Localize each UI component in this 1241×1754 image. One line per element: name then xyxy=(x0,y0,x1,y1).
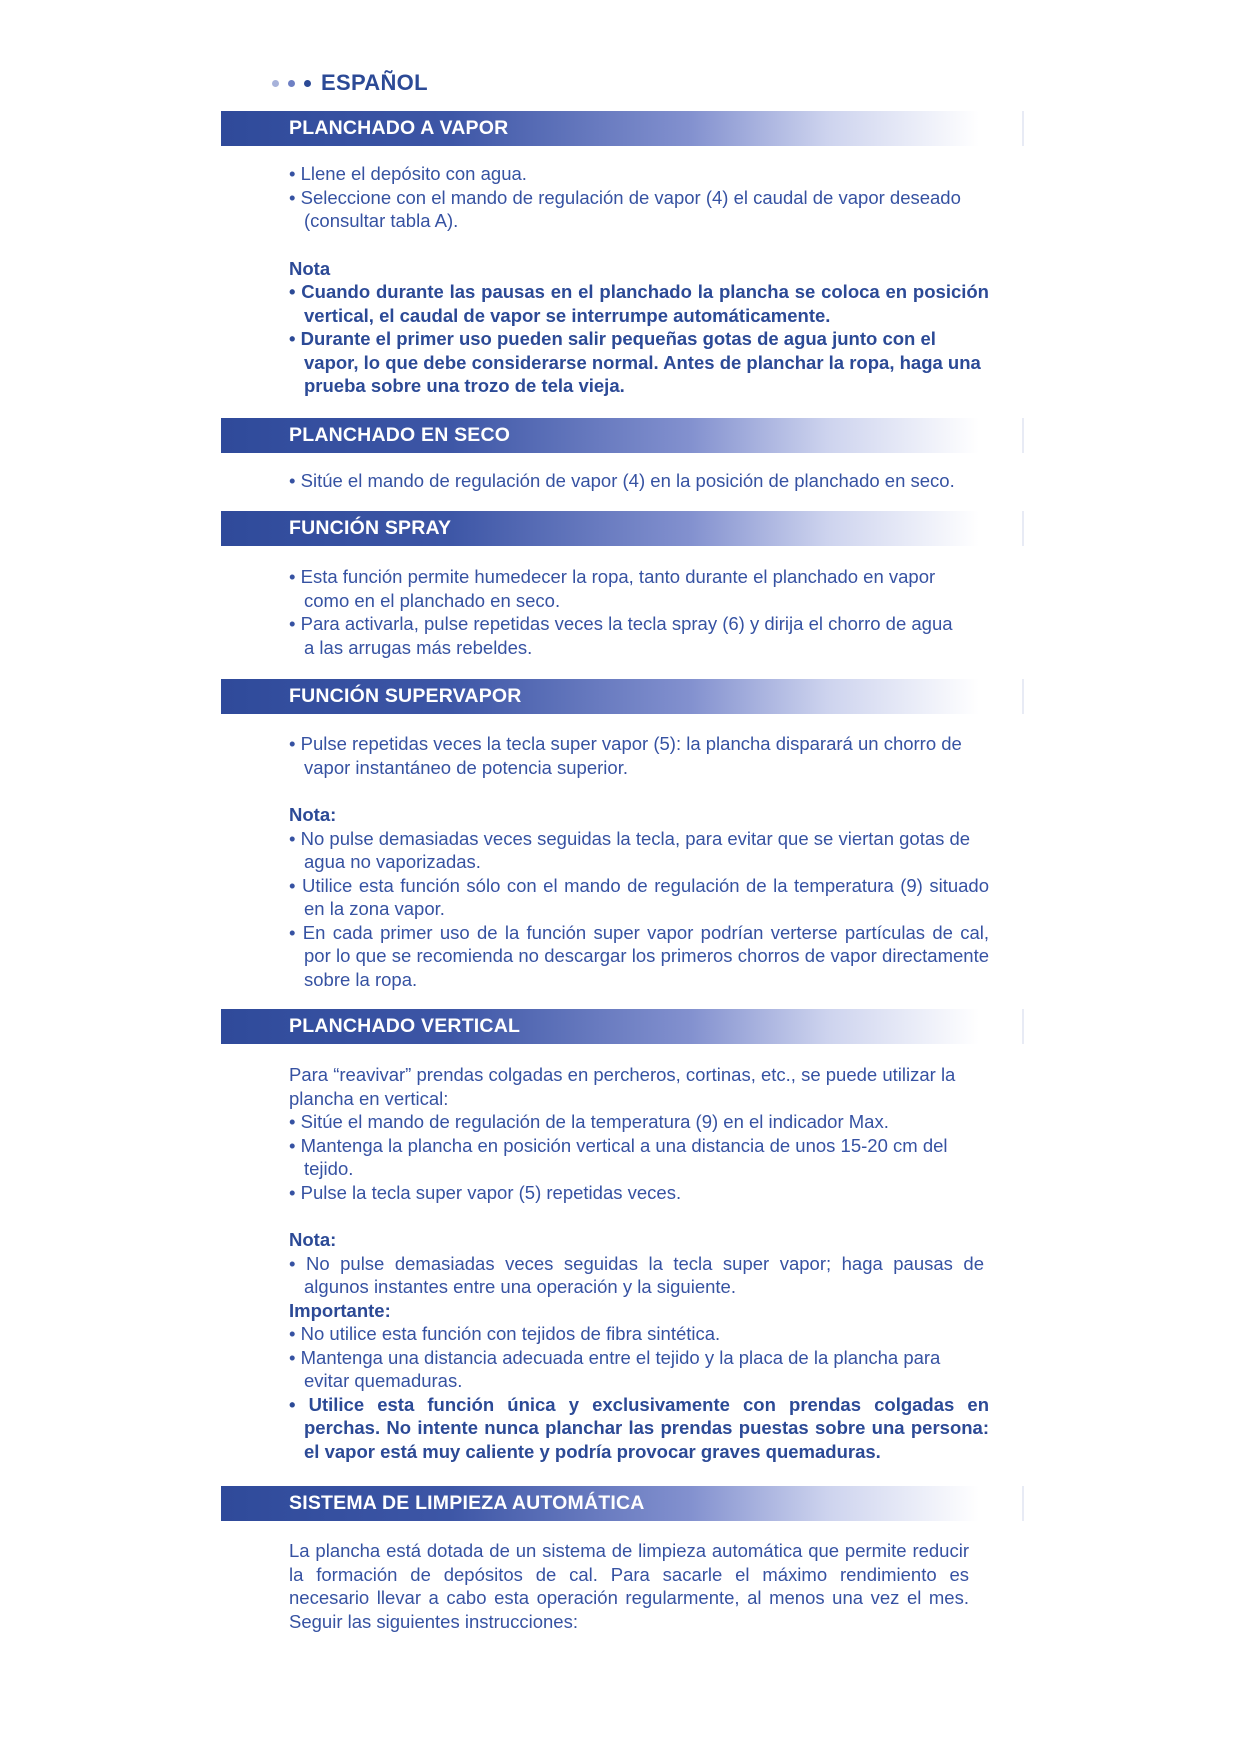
note-heading: Nota xyxy=(289,257,331,279)
paragraph: La plancha está dotada de un sistema de limpieza automática que permite reducir la formación de depósitos de cal. Para sacarle el máximo rendimiento es necesario llevar a cabo esta operación regularmente, al menos una vez el mes. Seguir las siguientes instrucciones: xyxy=(289,1540,969,1632)
list-item: • Llene el depósito con agua. xyxy=(289,163,527,184)
section-header-seco xyxy=(221,418,979,453)
divider xyxy=(1022,679,1024,714)
section-header-limpieza xyxy=(221,1486,979,1521)
note-item: • Durante el primer uso pueden salir pequeñas gotas de agua junto con el vapor, lo que debe considerarse normal. Antes de planchar la ropa, haga una prueba sobre una trozo de tela vieja. xyxy=(289,328,981,396)
section-body-supervapor xyxy=(289,732,989,991)
note-heading: Nota: xyxy=(289,1229,337,1250)
section-title: FUNCIÓN SPRAY xyxy=(289,517,452,539)
section-body-vertical xyxy=(289,1063,989,1463)
language-header xyxy=(272,70,428,96)
important-heading: Importante: xyxy=(289,1299,391,1321)
important-item: • No utilice esta función con tejidos de fibra sintética. xyxy=(289,1323,721,1344)
list-item: • Sitúe el mando de regulación de vapor (4) en la posición de planchado en seco. xyxy=(289,470,955,491)
important-item: • Utilice esta función única y exclusivamente con prendas colgadas en perchas. No intente nunca planchar las prendas puestas sobre una persona: el vapor está muy caliente y podría provocar graves quemaduras. xyxy=(289,1393,989,1462)
list-item: • Esta función permite humedecer la ropa, tanto durante el planchado en vapor como en el planchado en seco. xyxy=(289,566,936,611)
note-item: • Cuando durante las pausas en el planchado la plancha se coloca en posición vertical, el caudal de vapor se interrumpe automáticamente. xyxy=(289,281,989,326)
divider xyxy=(1022,511,1024,546)
list-item: • Pulse repetidas veces la tecla super vapor (5): la plancha disparará un chorro de vapor instantáneo de potencia superior. xyxy=(289,733,962,778)
intro-text: Para “reavivar” prendas colgadas en percheros, cortinas, etc., se puede utilizar la plancha en vertical: xyxy=(289,1064,956,1109)
section-header-vapor xyxy=(221,111,979,146)
bullet-dot-icon xyxy=(288,80,295,87)
divider xyxy=(1022,111,1024,146)
section-title: PLANCHADO A VAPOR xyxy=(289,117,509,139)
section-title: PLANCHADO EN SECO xyxy=(289,424,511,446)
section-body-vapor xyxy=(289,162,989,398)
section-body-seco xyxy=(289,469,989,493)
list-item: • Mantenga la plancha en posición vertical a una distancia de unos 15-20 cm del tejido. xyxy=(289,1134,948,1179)
divider xyxy=(1022,1009,1024,1044)
note-item: • Utilice esta función sólo con el mando de regulación de la temperatura (9) situado en la zona vapor. xyxy=(289,874,989,919)
section-header-supervapor xyxy=(221,679,979,714)
list-item: • Seleccione con el mando de regulación de vapor (4) el caudal de vapor deseado (consultar tabla A). xyxy=(289,186,961,231)
divider xyxy=(1022,418,1024,453)
note-item: • No pulse demasiadas veces seguidas la tecla super vapor; haga pausas de algunos instantes entre una operación y la siguiente. xyxy=(289,1252,984,1297)
note-item: • En cada primer uso de la función super vapor podrían verterse partículas de cal, por lo que se recomienda no descargar los primeros chorros de vapor directamente sobre la ropa. xyxy=(289,921,989,990)
bullet-dot-icon xyxy=(304,80,311,87)
section-title: FUNCIÓN SUPERVAPOR xyxy=(289,685,522,707)
section-header-spray xyxy=(221,511,979,546)
list-item: • Pulse la tecla super vapor (5) repetidas veces. xyxy=(289,1181,682,1203)
language-label: ESPAÑOL xyxy=(321,70,428,95)
important-item: • Mantenga una distancia adecuada entre el tejido y la placa de la plancha para evitar quemaduras. xyxy=(289,1346,941,1391)
bullet-dot-icon xyxy=(272,80,279,87)
list-item: • Sitúe el mando de regulación de la temperatura (9) en el indicador Max. xyxy=(289,1111,889,1132)
section-body-spray xyxy=(289,565,961,659)
note-item: • No pulse demasiadas veces seguidas la tecla, para evitar que se viertan gotas de agua no vaporizadas. xyxy=(289,827,971,872)
section-title: SISTEMA DE LIMPIEZA AUTOMÁTICA xyxy=(289,1492,645,1514)
section-header-vertical xyxy=(221,1009,979,1044)
section-title: PLANCHADO VERTICAL xyxy=(289,1015,521,1037)
section-body-limpieza xyxy=(289,1539,969,1633)
list-item: • Para activarla, pulse repetidas veces la tecla spray (6) y dirija el chorro de agua a las arrugas más rebeldes. xyxy=(289,613,953,658)
note-heading: Nota: xyxy=(289,804,337,825)
divider xyxy=(1022,1486,1024,1521)
